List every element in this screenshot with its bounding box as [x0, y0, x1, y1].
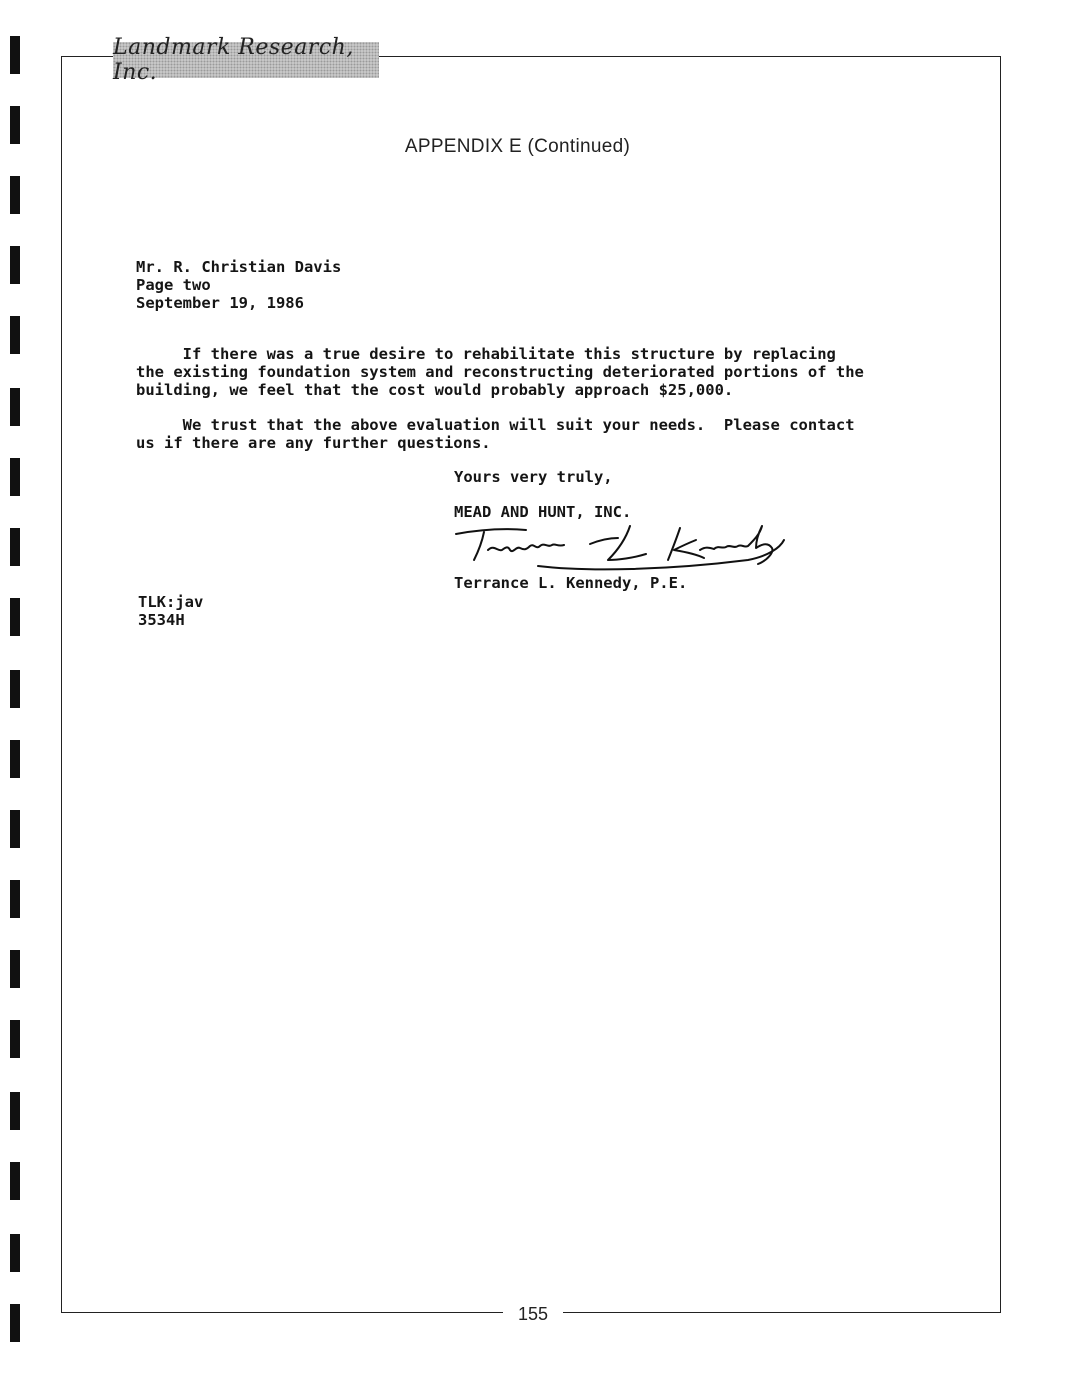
- page-number: 155: [503, 1304, 563, 1330]
- binding-hole: [10, 528, 20, 566]
- body-paragraph-2: [136, 416, 855, 452]
- binding-hole: [10, 1304, 20, 1342]
- paragraph-line: us if there are any further questions.: [136, 434, 491, 452]
- appendix-title: APPENDIX E (Continued): [404, 136, 631, 157]
- binding-hole: [10, 1234, 20, 1272]
- company-name: MEAD AND HUNT, INC.: [454, 503, 632, 521]
- handwritten-signature: [448, 520, 788, 572]
- binding-hole: [10, 1020, 20, 1058]
- binding-hole: [10, 670, 20, 708]
- page-label: Page two: [136, 276, 211, 294]
- signer-name: Terrance L. Kennedy, P.E.: [454, 574, 688, 592]
- binding-hole: [10, 1092, 20, 1130]
- binding-hole: [10, 950, 20, 988]
- reference-block: [138, 593, 203, 629]
- binding-hole: [10, 880, 20, 918]
- binding-hole: [10, 36, 20, 74]
- typist-initials: TLK:jav: [138, 593, 204, 611]
- body-paragraph-1: [136, 345, 864, 399]
- binding-hole: [10, 598, 20, 636]
- binding-hole: [10, 1162, 20, 1200]
- paragraph-line: building, we feel that the cost would probably approach $25,000.: [136, 381, 734, 399]
- paragraph-line: the existing foundation system and reconstructing deteriorated portions of the: [136, 363, 864, 381]
- binding-hole: [10, 388, 20, 426]
- addressee-name: Mr. R. Christian Davis: [136, 258, 342, 276]
- binding-hole: [10, 246, 20, 284]
- addressee-block: [136, 258, 341, 312]
- paragraph-line: We trust that the above evaluation will suit your needs. Please contact: [136, 416, 855, 434]
- binding-hole: [10, 740, 20, 778]
- binding-hole: [10, 458, 20, 496]
- document-code: 3534H: [138, 611, 185, 629]
- closing-salutation: Yours very truly,: [454, 468, 613, 486]
- binding-hole: [10, 176, 20, 214]
- binding-hole: [10, 810, 20, 848]
- letter-date: September 19, 1986: [136, 294, 304, 312]
- paragraph-line: If there was a true desire to rehabilitate this structure by replacing: [136, 345, 836, 363]
- letterhead-logo: Landmark Research, Inc.: [113, 42, 379, 78]
- page-frame: [61, 56, 1001, 1313]
- binding-holes: [0, 0, 30, 1380]
- binding-hole: [10, 316, 20, 354]
